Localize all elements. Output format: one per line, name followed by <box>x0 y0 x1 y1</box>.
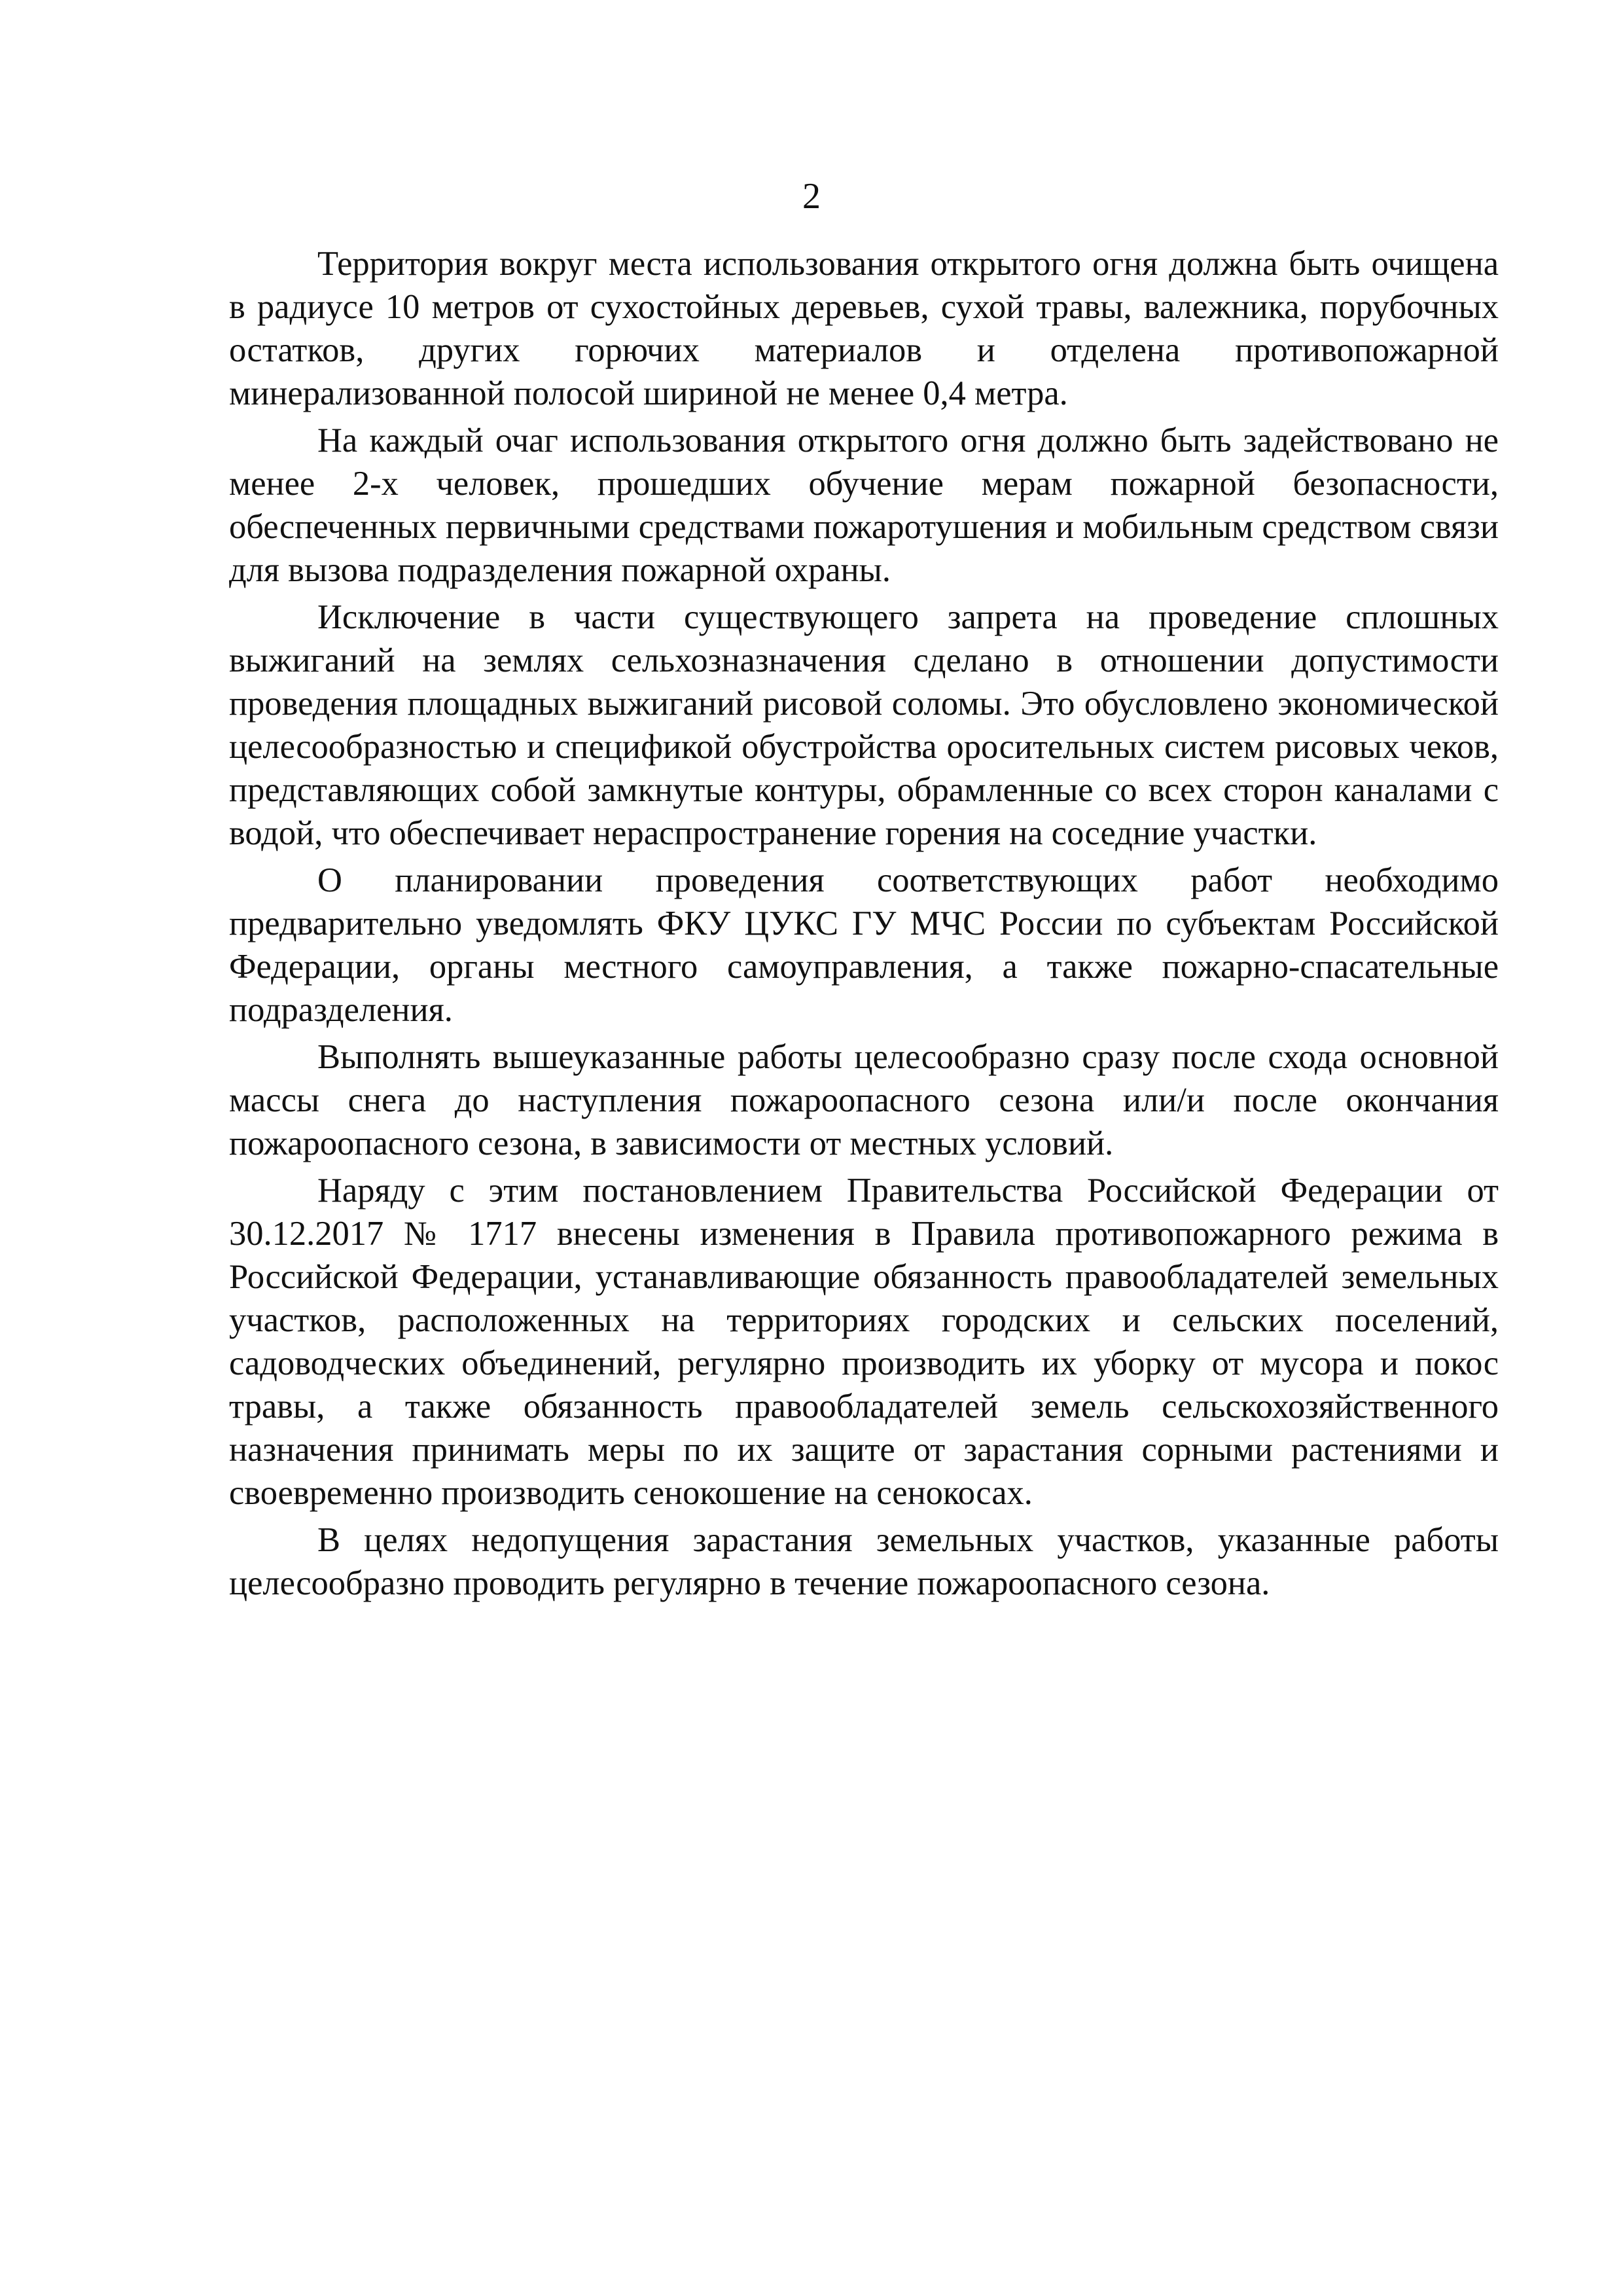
paragraph-work-timing: Выполнять вышеуказанные работы целесообразно сразу после схода основной массы снега до наступления пожароопасного сезона или/и после окончания пожароопасного сезона, в зависимости от местных условий. <box>229 1038 1499 1162</box>
paragraph-overgrowth-prevention: В целях недопущения зарастания земельных участков, указанные работы целесообразно проводить регулярно в течение пожароопасного сезона. <box>229 1521 1499 1602</box>
paragraph-government-resolution: Наряду с этим постановлением Правительства Российской Федерации от 30.12.2017 № 1717 внесены изменения в Правила противопожарного режима в Российской Федерации, устанавливающие обязанность правообладателей земельных участков, расположенных на территориях городских и сельских поселений, садоводческих объединений, регулярно производить их уборку от мусора и покос травы, а также обязанность правообладателей земель сельскохозяйственного назначения принимать меры по их защите от зарастания сорными растениями и своевременно производить сенокошение на сенокосах. <box>229 1172 1499 1512</box>
page-number: 2 <box>802 176 821 217</box>
paragraph-rice-straw-exception: Исключение в части существующего запрета на проведение сплошных выжиганий на землях сельхозназначения сделано в отношении допустимости проведения площадных выжиганий рисовой соломы. Это обусловлено экономической целесообразностью и спецификой обустройства оросительных систем рисовых чеков, представляющих собой замкнутые контуры, обрамленные со всех сторон каналами с водой, что обеспечивает нераспространение горения на соседние участки. <box>229 598 1499 852</box>
paragraph-fire-area-clearance: Территория вокруг места использования открытого огня должна быть очищена в радиусе 10 метров от сухостойных деревьев, сухой травы, валежника, порубочных остатков, других горючих материалов и отделена противопожарной минерализованной полосой шириной не менее 0,4 метра. <box>229 245 1499 412</box>
document-body <box>229 242 1499 1609</box>
paragraph-notification: О планировании проведения соответствующих работ необходимо предварительно уведомлять ФКУ ЦУКС ГУ МЧС России по субъектам Российской Федерации, органы местного самоуправления, а также пожарно-спасательные подразделения. <box>229 861 1499 1029</box>
paragraph-personnel-requirements: На каждый очаг использования открытого огня должно быть задействовано не менее 2-х человек, прошедших обучение мерам пожарной безопасности, обеспеченных первичными средствами пожаротушения и мобильным средством связи для вызова подразделения пожарной охраны. <box>229 422 1499 589</box>
